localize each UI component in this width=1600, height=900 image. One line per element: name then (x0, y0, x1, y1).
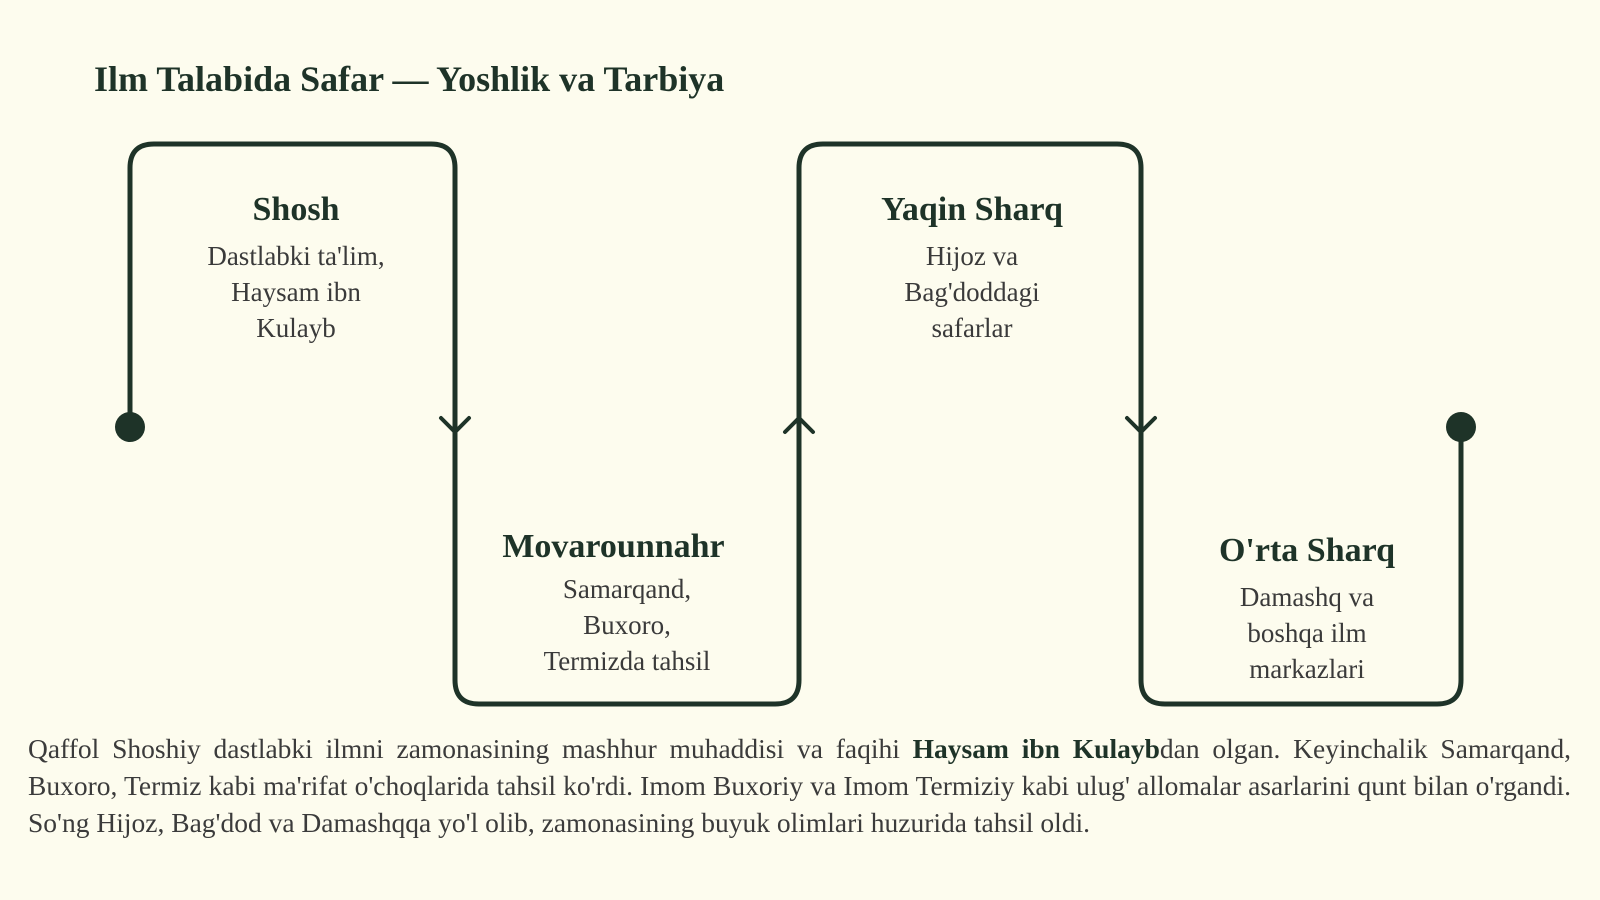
scholar-name: Haysam ibn Kulayb (912, 733, 1160, 764)
stage-description: Damashq va boshqa ilm markazlari (1239, 582, 1375, 684)
end-node (1446, 412, 1476, 442)
stage-shosh (156, 190, 436, 346)
stage-movarounnahr (477, 527, 777, 679)
description-paragraph: Qaffol Shoshiy dastlabki ilmni zamonasining mashhur muhaddisi va faqihi Haysam ibn Kulaybdan olgan. Keyinchalik Samarqand, Buxoro, Termiz kabi ma'rifat o'choqlarida tahsil ko'rdi. Imom Buxoriy va Imom Termiziy kabi ulug' allomalar asarlarini qunt bilan o'rgandi. So'ng Hijoz, Bag'dod va Damashqqa yo'l olib, zamonasining buyuk olimlari huzurida tahsil oldi. (28, 733, 1571, 838)
stage-description: Hijoz va Bag'doddagi safarlar (904, 241, 1040, 343)
start-node (115, 412, 145, 442)
stage-yaqin-sharq (822, 190, 1122, 346)
stage-name: Yaqin Sharq (881, 191, 1063, 228)
stage-description: Samarqand, Buxoro, Termizda tahsil (543, 574, 711, 676)
page-title: Ilm Talabida Safar — Yoshlik va Tarbiya (94, 59, 725, 99)
stage-name: O'rta Sharq (1218, 532, 1395, 569)
stage-orta-sharq (1162, 531, 1452, 687)
stage-description: Dastlabki ta'lim, Haysam ibn Kulayb (207, 241, 385, 343)
stage-name: Movarounnahr (502, 528, 725, 565)
stage-name: Shosh (252, 191, 340, 228)
